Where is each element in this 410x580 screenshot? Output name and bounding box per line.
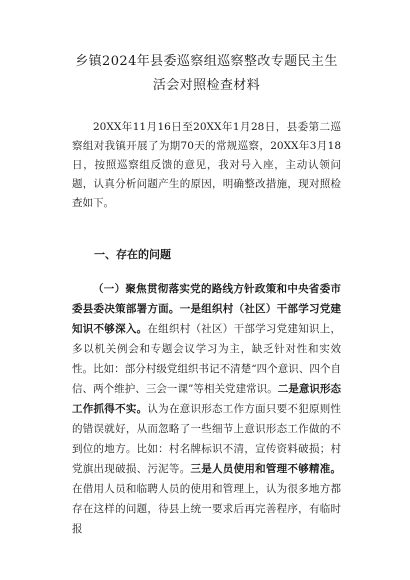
point-two-body: 认为在意识形态工作方面只要不犯原则性的错误就好，从而忽略了一些细节上意识形态工作做的不到位的地方。比如：村名牌标识不清，宣传资料破损；村党旗出现破损、污泥等。 (72, 403, 342, 475)
section-heading: 一、存在的问题 (94, 248, 171, 261)
subsection-heading: （一）聚焦贯彻落实党的路线方针政策和中央省委市委县委决策部署方面。 (72, 283, 341, 315)
document-title: 乡镇2024年县委巡察组巡察整改专题民主生活会对照检查材料 (75, 54, 338, 93)
subsection-paragraph (72, 279, 341, 539)
point-three-body: 在借用人员和临聘人员的使用和管理上，认为很多地方都存在这样的问题，待县上统一要求后再完善程序，有临时报 (72, 483, 341, 535)
point-two-title: 二是意识形态工作抓得不实。 (72, 383, 342, 415)
intro-paragraph: 20XX年11月16日至20XX年1月28日，县委第二巡察组对我镇开展了为期70天的常规巡察，20XX年3月18日，按照巡察组反馈的意见，我对号入座，主动认领问题，认真分析问题产生的原因，明确整改措施，现对照检查如下。 (72, 121, 341, 209)
point-three-title: 三是人员使用和管理不够精准。 (190, 463, 342, 475)
point-one-title: 一是组织村（社区）干部学习党建知识不够深入。 (72, 303, 342, 335)
point-one-body: 在组织村（社区）干部学习党建知识上，多以机关例会和专题会议学习为主，缺乏针对性和实效性。比如：部分村级党组织书记不清楚“四个意识、四个自信、两个维护、三会一课”等相关党建常识。 (72, 323, 342, 395)
